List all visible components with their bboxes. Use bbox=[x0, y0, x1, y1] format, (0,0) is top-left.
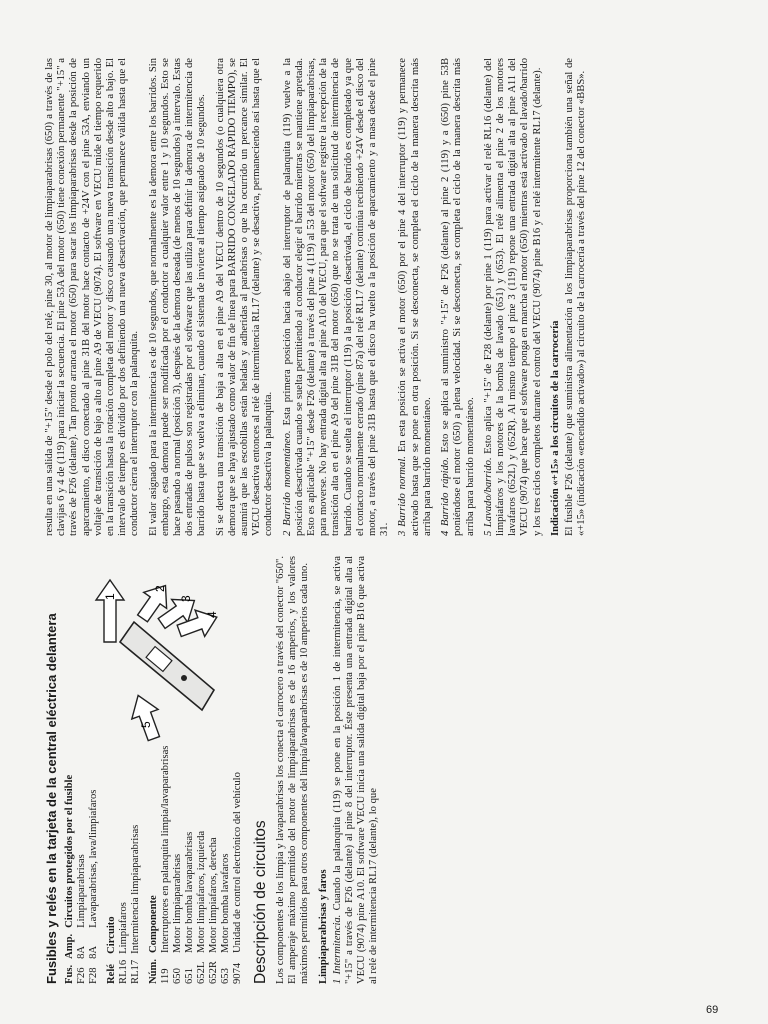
item5-paragraph bbox=[483, 58, 544, 536]
position-label-3: 3 bbox=[179, 595, 193, 602]
num-cell: 651 bbox=[184, 968, 195, 984]
item4-label: 4 Barrido rápido. bbox=[440, 457, 452, 536]
circuit-cell: Intermitencia limpiaparabrisas bbox=[130, 824, 141, 954]
component-cell: Unidad de control electrónico del vehículo bbox=[232, 772, 243, 953]
right-column bbox=[44, 58, 594, 536]
num-cell: 653 bbox=[220, 968, 231, 984]
indication-subheading: Indicación «+15» a los circuitos de la carrocería bbox=[549, 320, 561, 536]
paragraph-3: Si se detecta una transición de baja a alta en el pine A9 del VECU dentro de 10 segundos (o cualquiera otra demora que se haya ajustado como valor de fin de línea para BARRIDO CONGELADO RÁPIDO TIEMPO), se asumirá que las escobillas están heladas y adheridas al parabrisas o que ha ocurrido un percance similar. El VECU desactiva entonces al relé de intermitencia RL17 (delante) y se desactiva, permaneciendo así hasta que el conductor desactiva la palanquita. bbox=[214, 58, 275, 536]
position-label-2: 2 bbox=[153, 585, 167, 592]
relay-cell: RL17 bbox=[130, 959, 141, 984]
last-paragraph: El fusible F26 (delante) que suministra alimentación a los limpiaparabrisas proporciona también una señal de «+15» (indicación «encendido activado») al circuito de la carrocería a través del pine 12 del conector «BBS». bbox=[563, 58, 588, 536]
item3-label: 3 Barrido normal. bbox=[397, 456, 409, 536]
relay-cell: RL16 bbox=[118, 959, 129, 984]
item3-paragraph bbox=[397, 58, 434, 536]
paragraph-2: El valor asignado para la intermitencia es de 10 segundos, que normalmente es la demora entre los barridos. Sin embargo, esta demora puede ser modificada por el conductor a cualquier valor entre 1 y 10 segundos. Esto se hace pasando a normal (posición 3), después de la demora deseada (de menos de 10 segundos) a intervalo. Estas dos entradas de pulsos son registradas por el software que las utiliza para definir la demora de intermitencia de barrido hasta que se vuelva a eliminar, cuando el sistema de invierte al tiempo asignado de 10 segundos. bbox=[147, 58, 208, 536]
page-number: 69 bbox=[706, 1004, 719, 1016]
item3-text: En esta posición se activa el motor (650) por el pine 4 del interruptor (119) y permanece activado hasta que se pone en otra posición. Si se desconecta, se completa el ciclo de la manera descrita más arriba para barrido momentáneo. bbox=[397, 58, 433, 536]
item2-label: 2 Barrido momentáneo. bbox=[281, 430, 293, 536]
item2-paragraph bbox=[282, 58, 392, 536]
position-arrow-1-icon bbox=[96, 580, 124, 642]
table-row bbox=[196, 740, 208, 984]
position-label-4: 4 bbox=[205, 611, 219, 618]
fuse-col-header: Fus. bbox=[64, 964, 75, 984]
circuit-cell: Lavaparabrisas, lava/limpiafaros bbox=[88, 789, 99, 928]
num-col-header: Núm. bbox=[148, 958, 159, 984]
table-row bbox=[220, 740, 232, 984]
table-row bbox=[88, 769, 100, 984]
component-cell: Motor bomba lavaparabrisas bbox=[184, 831, 195, 953]
table-row bbox=[130, 819, 142, 984]
item4-text: Esto se aplica al suministro "+15" de F26 (delante) al pine 2 (119) y a (650) pine 53B poniéndose el motor (650) a plena velocidad. Si se desconecta, se completa el ciclo de la manera descrita más arriba para barrido momentáneo. bbox=[440, 57, 476, 536]
wipers-subheading: Limpiaparabrisas y faros bbox=[317, 869, 329, 984]
paragraph-1: resulta en una salida de "+15" desde el polo del relé, pine 30, al motor de limpiaparabrisas (650) a través de las clavijas 6 y 4 de (119) para iniciar la secuencia. El pine 53A del motor (650) tiene conexión permanente "+15" a través de F26 (delante). Tan pronto arranca el motor (650) para sacar los limpiaparabrisas desde la posición de aparcamiento, el disco conectado al pine 31B del motor hace contacto de +24V con el pine 53A, enviando un voltaje de transición de bajo a alto al pine A9 de VECU (9074). El software en VECU mide el tiempo requerido en la transición hasta la rotación completa del motor y disco causando una nueva transición desde alto a bajo. El intervalo de tiempo es dividido por dos definiendo una nueva desactivación, que permanece válida hasta que el conductor cierra el interruptor con la palanquita. bbox=[44, 58, 141, 536]
num-cell: 9074 bbox=[232, 962, 243, 984]
item2-text: Esta primera posición hacia abajo del interruptor de palanquita (119) vuelve a la posición desactivada cuando se suelta permitiendo al conductor elegir el barrido mientras se mantiene apretada. Esto es aplicable "+15" desde F26 (delante) a través del pine 4 (119) al 53 del motor (650) del limpiaparabrisas, para moverse. No hay entrada digital alta al pine A10 del VECU, para que el software registre la recepción de la transición alta en el pine A9 del pine 31B del motor (650) que no se trata de una solicitud de intermitencia de barrido. Cuando se suelta el interruptor (119) a la posición desactivada, el ciclo de barrido es completado ya que el contacto normalmente cerrado (pine 87a) del relé RL17 (delante) continúa recibiendo +24V desde el disco del motor, a través del pine 31B hasta que el disco ha vuelto a la posición de aparcamiento y a masa desde el pine 31. bbox=[281, 58, 391, 536]
table-row bbox=[76, 769, 88, 984]
num-cell: 650 bbox=[172, 968, 183, 984]
fuse-relay-heading: Fusibles y relés en la tarjeta de la central eléctrica delantera bbox=[44, 613, 59, 984]
table-row bbox=[208, 740, 220, 984]
circuit-cell: Limpiaparabrisas bbox=[76, 854, 87, 928]
item5-label: 5 Lavado/barrido. bbox=[482, 457, 494, 536]
intro-paragraph: Los componentes de los limpia y lavaparabrisas los conecta el carrocero a través del conector "650". El amperaje máximo permitido del motor de limpiaparabrisas es de 16 amperios, y los valores máximos permitidos para otros componentes del limpia/lavaparabrisas es de 10 amperios cada uno. bbox=[275, 556, 311, 984]
item4-paragraph bbox=[440, 58, 477, 536]
table-row bbox=[172, 740, 184, 984]
item1-text: Cuando la palanquita (119) se pone en la posición 1 de intermitencia, se activa "+15" a través de F26 (delante) al pine 8 del interruptor. Éste presenta una entrada digital alta al VECU (9074) pine A10. El software VECU inicia una salida digital baja por el pine B16 que activa al relé de intermitencia RL17 (delante), lo que bbox=[331, 556, 380, 984]
amp-col-header: Amp. bbox=[64, 933, 75, 959]
stalk-switch-icon bbox=[120, 622, 214, 710]
circuit-col-header: Circuito bbox=[106, 916, 117, 954]
amp-cell: 8A bbox=[88, 945, 99, 959]
component-cell: Interruptores en palanquita limpia/lavaparabrisas bbox=[160, 745, 171, 953]
item5-text: Esto aplica "+15" de F28 (delante) por pine 1 (119) para activar el relé RL16 (delante) del limpiafaros y los motores de la bomba de lavado (651) y (653). El relé alimenta el pine 2 de los motores lavafaros (652L) y (652R). Al mismo tiempo el pine 3 (119) repone una entrada digital alta al pine A11 del VECU (9074) que hace que el software ponga en marcha el motor (650) mientras está activado el lavado/barrido y los tres ciclos completos durante el control del VECU (9074) pine B16 y el relé intermitente RL17 (delante). bbox=[482, 58, 543, 536]
circuit-cell: Limpiafaros bbox=[118, 902, 129, 954]
stalk-switch-illustration bbox=[80, 566, 230, 750]
table-row bbox=[184, 740, 196, 984]
component-col-header: Componente bbox=[148, 895, 159, 953]
num-cell: 652L bbox=[196, 961, 207, 984]
position-label-1: 1 bbox=[103, 593, 117, 600]
relay-col-header: Relé bbox=[106, 964, 117, 984]
component-cell: Motor limpiafaros, izquierda bbox=[196, 830, 207, 953]
circuits-heading: Descripción de circuitos bbox=[252, 820, 269, 984]
relay-table bbox=[106, 819, 142, 984]
position-arrow-5-icon bbox=[125, 691, 167, 744]
component-cell: Motor limpiafaros, derecha bbox=[208, 837, 219, 953]
num-cell: 119 bbox=[160, 968, 171, 984]
component-table bbox=[148, 740, 244, 984]
num-cell: 652R bbox=[208, 961, 219, 984]
amp-cell: 8A bbox=[76, 945, 87, 959]
table-row bbox=[118, 819, 130, 984]
table-row bbox=[232, 740, 244, 984]
fuse-table bbox=[64, 769, 100, 984]
fuse-cell: F26 bbox=[76, 967, 87, 984]
item1-label: 1 Intermitencia. bbox=[331, 914, 343, 984]
item1-paragraph bbox=[332, 556, 381, 984]
fuse-cell: F28 bbox=[88, 967, 99, 984]
component-cell: Motor limpiaparabrisas bbox=[172, 853, 183, 953]
component-cell: Motor bomba lavafaros bbox=[220, 853, 231, 953]
circuits-col-header: Circuitos protegidos por el fusible bbox=[64, 774, 75, 928]
position-label-5: 5 bbox=[139, 721, 153, 728]
table-row bbox=[160, 740, 172, 984]
